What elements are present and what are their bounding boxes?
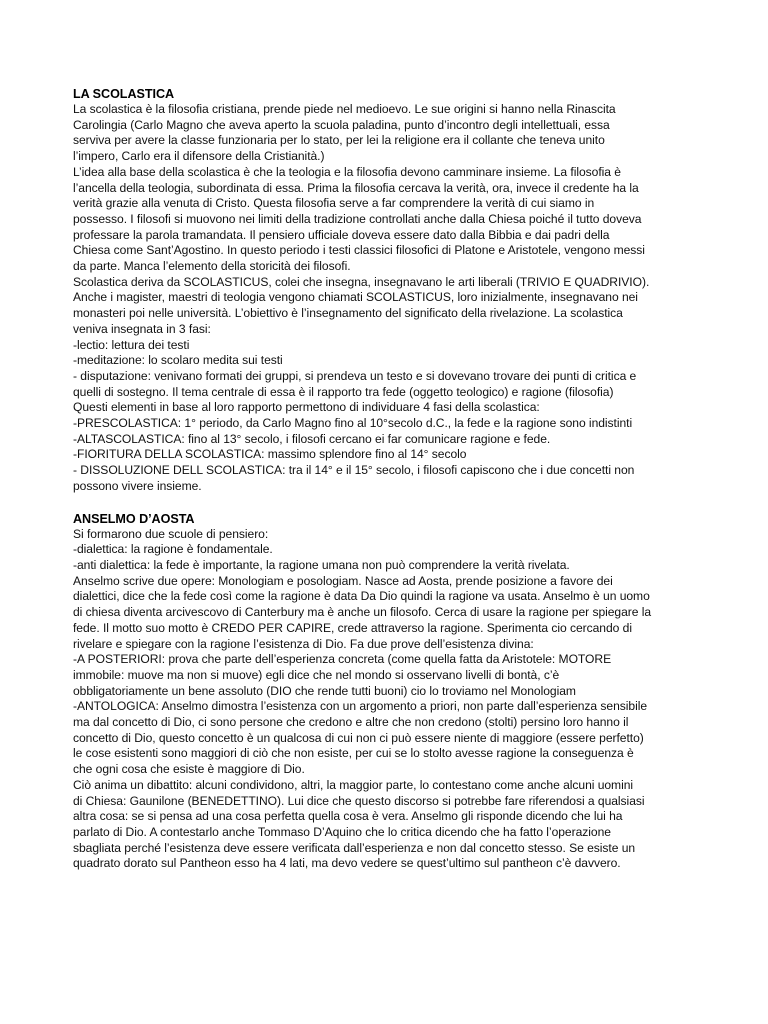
- text-line: Ciò anima un dibattito: alcuni condividono, altri, la maggior parte, lo contestano come anche alcuni uomini: [73, 777, 634, 792]
- text-line: -lectio: lettura dei testi: [73, 337, 190, 352]
- text-line: di chiesa diventa arcivescovo di Canterbury ma è anche un filosofo. Cerca di usare la ragione per spiegare la: [73, 605, 652, 620]
- document-page: [73, 86, 713, 872]
- text-line: obbligatoriamente un bene assoluto (DIO che rende tutti buoni) cio lo troviamo nel Monologiam: [73, 683, 576, 698]
- text-line: sbagliata perché l’esistenza deve essere verificata dall’esperienza e non dal concetto stesso. Se esiste un: [73, 840, 636, 855]
- text-line: fede. Il motto suo motto è CREDO PER CAPIRE, crede attraverso la ragione. Sperimenta cio cercando di: [73, 620, 632, 635]
- text-line: -FIORITURA DELLA SCOLASTICA: massimo splendore fino al 14° secolo: [73, 447, 467, 462]
- text-line: quadrato dorato sul Pantheon esso ha 4 lati, ma devo vedere se quest’ultimo sul pantheon c’è davvero.: [73, 856, 621, 871]
- text-line: quelli di sostegno. Il tema centrale di essa è il rapporto tra fede (oggetto teologico) e ragione (filosofia): [73, 384, 614, 399]
- text-line: veniva insegnata in 3 fasi:: [73, 321, 211, 336]
- text-line: -dialettica: la ragione è fondamentale.: [73, 542, 273, 557]
- text-line: concetto di Dio, questo concetto è un qualcosa di cui non ci può essere niente di maggiore (essere perfetto): [73, 730, 644, 745]
- text-line: dialettici, dice che la fede così come la ragione è data Da Dio quindi la ragione va usata. Anselmo è un uomo: [73, 589, 650, 604]
- text-line: -anti dialettica: la fede è importante, la ragione umana non può comprendere la verità rivelata.: [73, 557, 570, 572]
- text-line: Si formarono due scuole di pensiero:: [73, 526, 269, 541]
- text-line: -ANTOLOGICA: Anselmo dimostra l’esistenza con un argomento a priori, non parte dall’esperienza sensibile: [73, 699, 648, 714]
- text-line: Chiesa come Sant’Agostino. In questo periodo i testi classici filosofici di Platone e Aristotele, vengono messi: [73, 243, 645, 258]
- section-title: ANSELMO D’AOSTA: [73, 511, 195, 526]
- text-line: professare la parola tramandata. Il pensiero ufficiale doveva essere dato dalla Bibbia e dai padri della: [73, 227, 610, 242]
- text-line: immobile: muove ma non si muove) egli dice che nel mondo si osservano livelli di bontà, c’è: [73, 667, 560, 682]
- text-line: Scolastica deriva da SCOLASTICUS, colei che insegna, insegnavano le arti liberali (TRIVIO E QUADRIVIO).: [73, 274, 650, 289]
- text-line: Carolingia (Carlo Magno che aveva aperto la scuola paladina, punto d’incontro degli intellettuali, essa: [73, 117, 610, 132]
- text-line: -A POSTERIORI: prova che parte dell’esperienza concreta (come quella fatta da Aristotele: MOTORE: [73, 652, 612, 667]
- section-body: [73, 527, 713, 872]
- text-line: Anche i magister, maestri di teologia vengono chiamati SCOLASTICUS, loro inizialmente, insegnavano nei: [73, 290, 638, 305]
- text-line: ma dal concetto di Dio, ci sono persone che credono e altre che non credono (stolti) persino loro hanno il: [73, 715, 629, 730]
- section-la-scolastica: [73, 86, 713, 495]
- text-line: verità grazie alla venuta di Cristo. Questa filosofia serve a far comprendere la verità di cui siamo in: [73, 196, 595, 211]
- text-line: possono vivere insieme.: [73, 478, 202, 493]
- text-line: Anselmo scrive due opere: Monologiam e posologiam. Nasce ad Aosta, prende posizione a favore dei: [73, 573, 613, 588]
- text-line: da parte. Manca l’elemento della storicità dei filosofi.: [73, 259, 351, 274]
- section-body: [73, 102, 713, 495]
- text-line: possesso. I filosofi si muovono nei limiti della tradizione controllati anche dalla Chiesa poiché il tutto doveva: [73, 211, 642, 226]
- text-line: parlato di Dio. A contestarlo anche Tommaso D’Aquino che lo critica dicendo che ha fatto l’operazione: [73, 824, 611, 839]
- text-line: altra cosa: se si pensa ad una cosa perfetta quella cosa è vera. Anselmo gli risponde dicendo che lui ha: [73, 809, 623, 824]
- text-line: L’idea alla base della scolastica è che la teologia e la filosofia devono camminare insieme. La filosofia è: [73, 164, 621, 179]
- section-title: LA SCOLASTICA: [73, 87, 175, 101]
- section-anselmo-daosta: [73, 511, 713, 872]
- text-line: -PRESCOLASTICA: 1° periodo, da Carlo Magno fino al 10°secolo d.C., la fede e la ragione sono indistinti: [73, 416, 633, 431]
- text-line: che ogni cosa che esiste è maggiore di Dio.: [73, 762, 305, 777]
- text-line: rivelare e spiegare con la ragione l’esistenza di Dio. Fa due prove dell’esistenza divina:: [73, 636, 534, 651]
- text-line: l’ancella della teologia, subordinata di essa. Prima la filosofia cercava la verità, ora, invece il credente ha la: [73, 180, 639, 195]
- text-line: le cose esistenti sono maggiori di ciò che non esiste, per cui se lo stolto avesse ragione la conseguenza è: [73, 746, 634, 761]
- text-line: monasteri poi nelle università. L’obiettivo è l’insegnamento del significato della rivelazione. La scolastica: [73, 306, 623, 321]
- text-line: -meditazione: lo scolaro medita sui testi: [73, 353, 283, 368]
- text-line: - disputazione: venivano formati dei gruppi, si prendeva un testo e si dovevano trovare dei punti di critica e: [73, 368, 637, 383]
- text-line: serviva per avere la classe funzionaria per lo stato, per lei la religione era il collante che teneva unito: [73, 133, 605, 148]
- text-line: l’impero, Carlo era il difensore della Cristianità.): [73, 149, 325, 164]
- text-line: Questi elementi in base al loro rapporto permettono di individuare 4 fasi della scolastica:: [73, 400, 540, 415]
- text-line: di Chiesa: Gaunilone (BENEDETTINO). Lui dice che questo discorso si potrebbe fare riferendosi a qualsiasi: [73, 793, 645, 808]
- text-line: La scolastica è la filosofia cristiana, prende piede nel medioevo. Le sue origini si hanno nella Rinascita: [73, 102, 616, 116]
- text-line: - DISSOLUZIONE DELL SCOLASTICA: tra il 14° e il 15° secolo, i filosofi capiscono che i due concetti non: [73, 463, 635, 478]
- text-line: -ALTASCOLASTICA: fino al 13° secolo, i filosofi cercano ei far comunicare ragione e fede.: [73, 431, 551, 446]
